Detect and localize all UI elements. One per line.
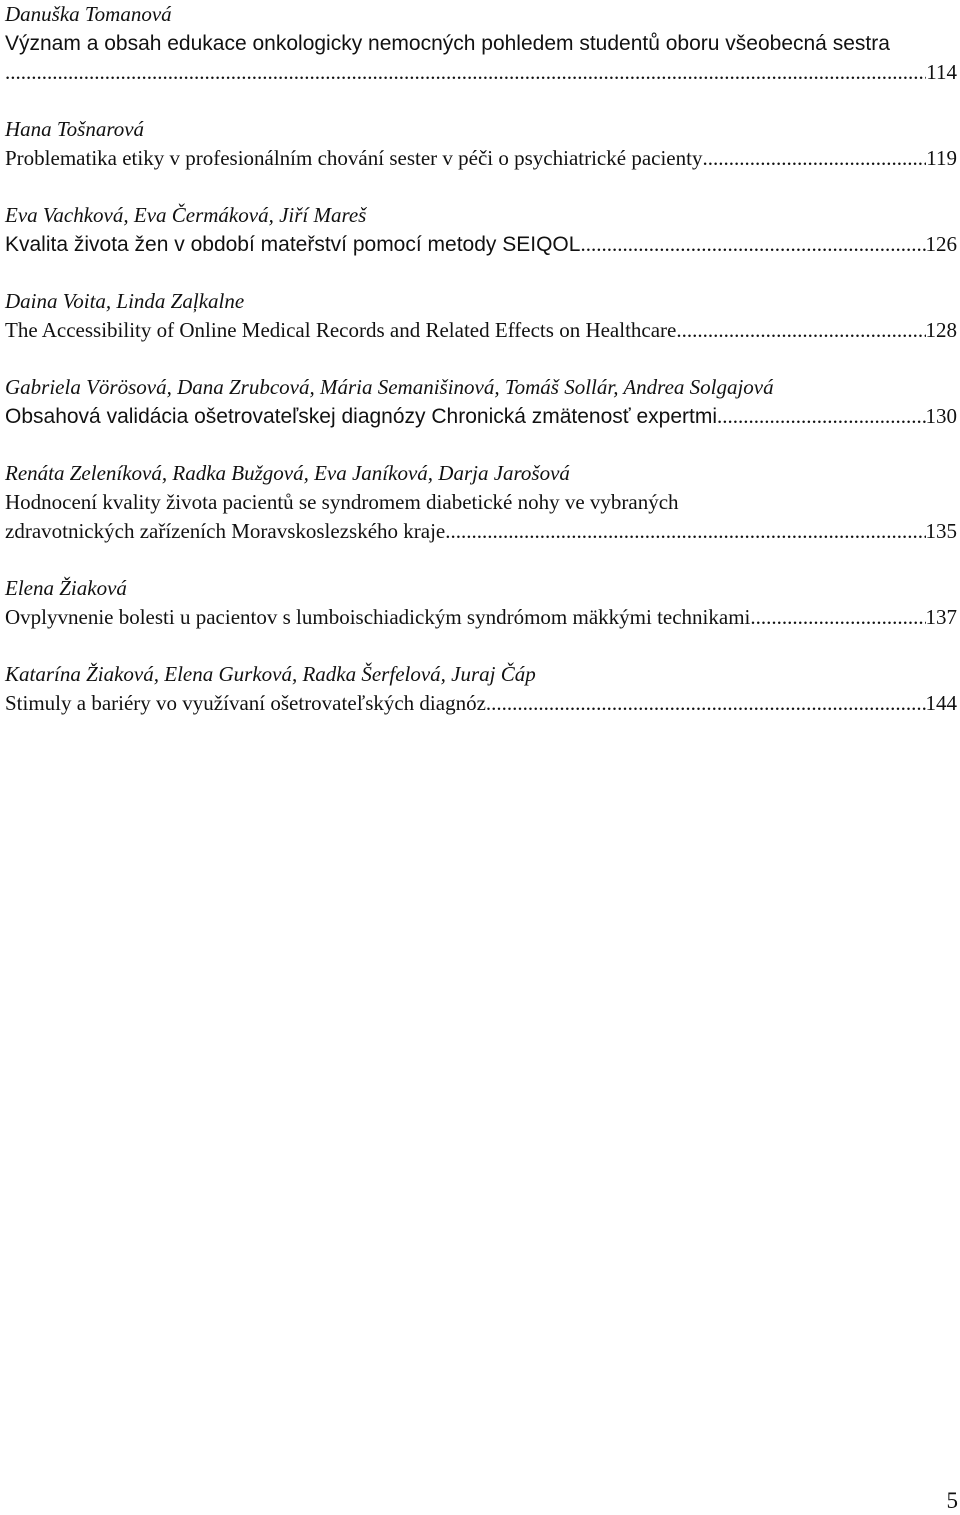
- page-number: 5: [946, 1488, 958, 1513]
- entry-page-number: 114: [926, 60, 957, 84]
- entry-page-number: 128: [925, 318, 957, 342]
- toc-entry: [5, 459, 957, 546]
- entry-page-number: 135: [925, 519, 957, 543]
- entry-authors: Gabriela Vörösová, Dana Zrubcová, Mária Semanišinová, Tomáš Sollár, Andrea Solgajová: [5, 375, 774, 399]
- toc-entry: [5, 373, 957, 431]
- entry-authors: Danuška Tomanová: [5, 2, 172, 26]
- entry-title-leader-line: [5, 402, 957, 431]
- toc-entry: [5, 115, 957, 173]
- dot-leader: [676, 316, 925, 345]
- dot-leader: [445, 517, 925, 546]
- entry-title-leader-line: [5, 58, 957, 87]
- entry-title-leader-line: [5, 316, 957, 345]
- entry-title: The Accessibility of Online Medical Records and Related Effects on Healthcare: [5, 318, 677, 342]
- toc-entry: [5, 0, 957, 87]
- dot-leader: [486, 689, 926, 718]
- toc-entry: [5, 660, 957, 718]
- toc-entry: [5, 201, 957, 259]
- dot-leader: [580, 230, 925, 259]
- entry-title-leader-line: [5, 230, 957, 259]
- entry-title: Význam a obsah edukace onkologicky nemocných pohledem studentů oboru všeobecná sestra: [5, 32, 890, 55]
- entry-page-number: 137: [925, 605, 957, 629]
- entry-title-leader-line: [5, 689, 957, 718]
- entry-authors: Katarína Žiaková, Elena Gurková, Radka Šerfelová, Juraj Čáp: [5, 662, 536, 686]
- table-of-contents: [5, 0, 957, 746]
- entry-title: Stimuly a bariéry vo využívaní ošetrovateľských diagnóz: [5, 691, 486, 715]
- entry-title-leader-line: [5, 144, 957, 173]
- entry-title: Ovplyvnenie bolesti u pacientov s lumboischiadickým syndrómom mäkkými technikami: [5, 605, 751, 629]
- toc-entry: [5, 574, 957, 632]
- entry-title: Obsahová validácia ošetrovateľskej diagnózy Chronická zmätenosť expertmi: [5, 405, 718, 428]
- entry-page-number: 144: [925, 691, 957, 715]
- entry-authors: Hana Tošnarová: [5, 117, 145, 141]
- entry-title-leader-line: [5, 603, 957, 632]
- dot-leader: [5, 58, 926, 87]
- entry-authors: Eva Vachková, Eva Čermáková, Jiří Mareš: [5, 203, 367, 227]
- entry-title-continuation: zdravotnických zařízeních Moravskoslezského kraje: [5, 519, 446, 543]
- dot-leader: [750, 603, 925, 632]
- entry-title-leader-line: [5, 517, 957, 546]
- entry-authors: Renáta Zeleníková, Radka Bužgová, Eva Janíková, Darja Jarošová: [5, 461, 570, 485]
- dot-leader: [702, 144, 926, 173]
- entry-title: Hodnocení kvality života pacientů se syndromem diabetické nohy ve vybraných: [5, 490, 679, 514]
- entry-page-number: 130: [925, 404, 957, 428]
- entry-authors: Elena Žiaková: [5, 576, 127, 600]
- entry-authors: Daina Voita, Linda Zaļkalne: [5, 289, 245, 313]
- toc-entry: [5, 287, 957, 345]
- entry-page-number: 119: [926, 146, 957, 170]
- entry-title: Kvalita života žen v období mateřství pomocí metody SEIQOL: [5, 233, 581, 256]
- entry-page-number: 126: [925, 232, 957, 256]
- entry-title: Problematika etiky v profesionálním chování sester v péči o psychiatrické pacienty: [5, 146, 703, 170]
- dot-leader: [717, 402, 925, 431]
